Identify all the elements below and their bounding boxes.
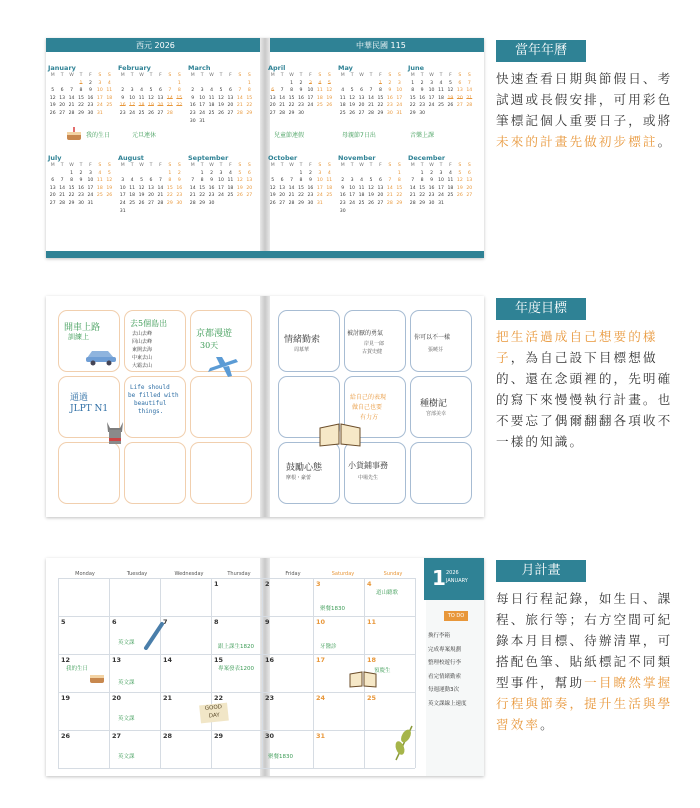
day-20: 20 (112, 694, 122, 702)
goal-driving: 開車上路 (64, 323, 101, 333)
todo-label: TO DO (444, 611, 468, 621)
birthday-note: 我的生日 (86, 132, 111, 139)
month-january: January M T W T F S S 1 2 3 4 5 6 7 8 9 10 11 12 13 14 15 16 17 18 19 20 21 22 23 24 25 26 27 28 29 30 31 (48, 64, 113, 116)
leaf-icon (392, 722, 416, 762)
book-4-title: 種樹記 (420, 399, 448, 409)
airplane-icon (206, 356, 240, 378)
day-22: 22 (214, 694, 224, 702)
good-day-sticker: GOOD DAY (199, 703, 229, 724)
month-march: March M T W T F S S 1 2 3 4 5 6 7 8 9 10 11 12 13 14 15 16 17 18 19 20 21 22 23 24 25 26 27 28 29 30 31 (188, 64, 253, 124)
day-13: 13 (112, 656, 122, 664)
day-17: 17 (316, 656, 326, 664)
music-note: 音樂上課 (410, 132, 435, 139)
cake-icon (88, 670, 106, 684)
panel-text-yearly: 快速查看日期與節假日、考試週或長假安排，可用彩色筆標記個人重要日子，或將未來的計畫先做初步標註。 (496, 71, 673, 149)
panel-title-goals: 年度目標 (496, 298, 586, 320)
month-august: August M T W T F S S 1 2 3 4 5 6 7 8 9 10 11 12 13 14 15 16 17 18 19 20 21 22 23 24 25 26 27 28 29 30 31 (118, 154, 183, 214)
book-1-title: 情緒勤索 (284, 335, 321, 345)
day-25: 25 (367, 694, 377, 702)
day-6: 6 (112, 618, 117, 626)
day-9: 9 (265, 618, 270, 626)
month-number: 1 (432, 566, 446, 590)
day-30: 30 (265, 732, 275, 740)
day-7: 7 (163, 618, 168, 626)
month-june: June M T W T F S S 1 2 3 4 5 6 7 8 9 10 11 12 13 14 15 16 17 18 19 20 21 22 23 24 25 26 27 28 29 30 (408, 64, 473, 116)
day-26: 26 (61, 732, 71, 740)
day-4: 4 (367, 580, 372, 588)
car-icon (84, 346, 118, 366)
cake-icon (64, 125, 84, 141)
goals-spread: 開車上路 訓練上 去5個島出 去山去峰 回山去峰 東開去海 中東去山 大霸去山 京都漫遊 30天 通過 JLPT N1 Life should be filled with beautiful things. 情緒勤索 周慕華 被討厭的勇氣 岸見一郎 古賀史健 你可以不一樣 張曉芬 給自己的表現 做自己也要 有力方 種樹記 宮部美幸 鼓勵心態 摩根・豪蕾 小貨鋪事務 中場先生 (46, 296, 484, 517)
book-3-title: 你可以不一樣 (414, 334, 451, 341)
western-year-label: 西元 2026 (136, 41, 175, 50)
month-february: February M T W T F S S 1 2 3 4 5 6 7 8 9 10 11 12 13 14 15 16 17 18 19 20 21 22 23 24 25 26 27 28 (118, 64, 183, 116)
panel-text-goals: 把生活過成自己想要的樣子，為自己設下目標想做的、還在念頭裡的，先明確的寫下來慢慢執行計畫。也不要忘了偶爾翻翻各項收不一樣的知識。 (496, 329, 673, 449)
month-may: May M T W T F S S 1 2 3 4 5 6 7 8 9 10 11 12 13 14 15 16 17 18 19 20 21 22 23 24 25 26 27 28 29 30 31 (338, 64, 403, 116)
day-23: 23 (265, 694, 275, 702)
open-book-icon (318, 422, 362, 448)
month-december: December M T W T F S S 1 2 3 4 5 6 7 8 9 10 11 12 13 14 15 16 17 18 19 20 21 22 23 24 25 26 27 28 29 30 31 (408, 154, 473, 206)
panel-title-monthly: 月計畫 (496, 560, 586, 582)
day-24: 24 (316, 694, 326, 702)
book-sticker-icon (348, 670, 378, 688)
childrens-day-note: 兒童節連假 (274, 132, 305, 139)
panel-title-yearly: 當年年曆 (496, 40, 586, 62)
day-1: 1 (214, 580, 219, 588)
month-july: July M T W T F S S 1 2 3 4 5 6 7 8 9 10 11 12 13 14 15 16 17 18 19 20 21 22 23 24 25 26 27 28 29 30 31 (48, 154, 113, 206)
day-31: 31 (316, 732, 326, 740)
day-21: 21 (163, 694, 173, 702)
day-16: 16 (265, 656, 275, 664)
roc-year-label: 中華民國 115 (356, 41, 406, 50)
day-29: 29 (214, 732, 224, 740)
cat-icon (104, 418, 126, 448)
todo-list: 換行李箱 完成專案規劃 整理校遊行李 看完情緒勤索 每週運動3次 英文課線上速度 (428, 633, 467, 707)
month-october: October M T W T F S S 1 2 3 4 5 6 7 8 9 10 11 12 13 14 15 16 17 18 19 20 21 22 23 24 25 26 27 28 29 30 31 (268, 154, 333, 206)
day-5: 5 (61, 618, 66, 626)
month-september: September M T W T F S S 1 2 3 4 5 6 7 8 9 10 11 12 13 14 15 16 17 18 19 20 21 22 23 24 25 26 27 28 29 30 (188, 154, 253, 206)
day-12: 12 (61, 656, 71, 664)
goal-jlpt: 通過 (70, 393, 89, 403)
day-19: 19 (61, 694, 71, 702)
day-10: 10 (316, 618, 326, 626)
day-14: 14 (163, 656, 173, 664)
book-5-title: 鼓勵心態 (286, 463, 323, 473)
book-2-title: 被討厭的勇氣 (347, 330, 384, 337)
day-11: 11 (367, 618, 377, 626)
day-15: 15 (214, 656, 224, 664)
day-28: 28 (163, 732, 173, 740)
mothers-day-note: 母親節7日出 (342, 132, 376, 139)
goal-islands: 去5個島出 (130, 319, 168, 328)
day-3: 3 (316, 580, 321, 588)
month-april: April M T W T F S S 1 2 3 4 5 6 7 8 9 10 11 12 13 14 15 16 17 18 19 20 21 22 23 24 25 26 27 28 29 30 (268, 64, 333, 116)
day-2: 2 (265, 580, 270, 588)
month-november: November M T W T F S S 1 2 3 4 5 6 7 8 9 10 11 12 13 14 15 16 17 18 19 20 21 22 23 24 25 26 27 28 29 30 (338, 154, 403, 214)
day-27: 27 (112, 732, 122, 740)
book-6-title: 小貨鋪事務 (348, 461, 388, 470)
panel-text-monthly: 每日行程記錄，如生日、課程、旅行等；右方空間可紀錄本月目標、待辦清單，可搭配色筆、貼紙標記不同類型事件，幫助一目瞭然掌握行程與節奏，提升生活與學習效率。 (496, 591, 673, 732)
yearly-calendar-spread (46, 38, 484, 258)
pen-icon (142, 620, 166, 650)
day-18: 18 (367, 656, 377, 664)
goal-kyoto: 京都漫遊 (196, 329, 233, 339)
day-8: 8 (214, 618, 219, 626)
monthly-spread: Monday Tuesday Wednesday Thursday Friday Saturday Sunday 1 2 3 4 5 6 7 8 9 10 11 12 13 14 15 16 17 18 19 20 21 22 23 24 25 26 27 28 29 30 31 1 2026 JANUARY TO DO 換行李箱 完成專案規劃 整理校遊行李 看完情緒勤索 每週運動3次 英文課線上速度 聚餐1830 道山聽歌 英文課 跟上課生1820 專案發表1200 牙醫診 我的生日 英文課 預慶生 英文課 英文課 聚餐1830 GOOD DAY (46, 558, 484, 776)
newyear-note: 元旦連休 (132, 132, 157, 139)
